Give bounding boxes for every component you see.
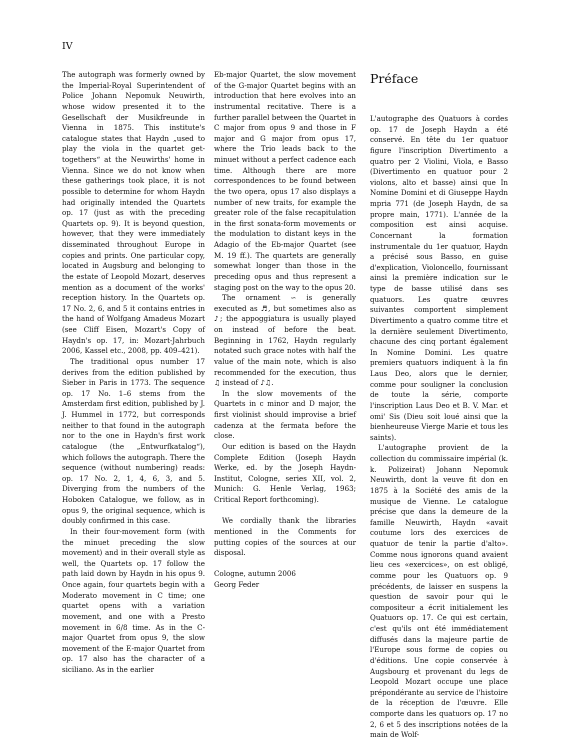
preface-english-column-2 xyxy=(214,70,356,591)
paragraph-movement-form: In their four-movement form (with the minuet preceding the slow movement) and in their overall style as well, the Quartets op. 17 follow the path laid down by Haydn in his opus 9. Once again, four quartets begin with a Moderato movement in C time; one quartet opens with a variation movement, and one with a Presto movement in 6/8 time. As in the C-major Quartet from opus 9, the slow movement of the E-major Quartet from op. 17 also has the character of a siciliano. As in the earlier xyxy=(62,526,205,674)
place-date: Cologne, autumn 2006 xyxy=(214,569,296,579)
preface-english-column-1 xyxy=(62,70,205,676)
preface-heading: Préface xyxy=(370,71,419,86)
paragraph-edition: Our edition is based on the Haydn Complete Edition (Joseph Haydn Werke, ed. by the Joseph Haydn-Institut, Cologne, series XII, vol. 2, Munich: G. Henle Verlag, 1963; Critical Report forthcoming). xyxy=(214,441,356,504)
paragraph-autograph: The autograph was formerly owned by the Imperial-Royal Superintendent of Police Johann Nepomuk Neuwirth, whose widow presented it to the Gesellschaft der Musikfreunde in Vienna in 1875. This institute's catalogue states that Haydn „used to play the viola in the quartet get-togethers“ at the Neuwirths' home in Vienna. Since we do not know when these gatherings took place, it is not possible to determine for whom Haydn had originally intended the Quartets op. 17 (just as with the preceding Quartets op. 9). It is beyond question, however, that they were immediately disseminated throughout Europe in copies and prints. One particular copy, located in Augsburg and belonging to the estate of Leopold Mozart, deserves mention as a document of the works' reception history. In the Quartets op. 17 No. 2, 6, and 5 it contains entries in the hand of Wolfgang Amadeus Mozart (see Cliff Eisen, Mozart's Copy of Haydn's op. 17, in: Mozart-Jahrbuch 2006, Kassel etc., 2008, pp. 409–421). xyxy=(62,70,205,356)
paragraph-opus-number: The traditional opus number 17 derives from the edition published by Sieber in Paris in 1773. The sequence op. 17 No. 1–6 stems from the Amsterdam first edition, published by J. J. Hummel in 1772, but corresponds neither to that found in the autograph nor to the one in Haydn's first work catalogue (the „Entwurfkatalog“), which follows the autograph. There the sequence (without numbering) reads: op. 17 No. 2, 1, 4, 6, 3, and 5. Diverging from the numbers of the Hoboken Catalogue, we follow, as in opus 9, the original sequence, which is doubly confirmed in this case. xyxy=(62,356,205,526)
paragraph-slow-movement: Eb-major Quartet, the slow movement of the G-major Quartet begins with an introduction that here evolves into an instrumental recitative. There is a further parallel between the Quartet in C major from opus 9 and those in F major and G major from opus 17, where the Trio leads back to the minuet without a perfect cadence each time. Although there are more correspondences to be found between the two opera, opus 17 also displays a number of new traits, for example the greater role of the false recapitulation in the first sonata-form movements or the modulation to distant keys in the Adagio of the Eb-major Quartet (see M. 19 ff.). The quartets are generally somewhat longer than those in the preceding opus and thus represent a staging post on the way to the opus 20. xyxy=(214,70,356,292)
paragraph-cadenza: In the slow movements of the Quartets in c minor and D major, the first violinist should improvise a brief cadenza at the fermata before the close. xyxy=(214,388,356,441)
paragraph-thanks: We cordially thank the libraries mentioned in the Comments for putting copies of the sources at our disposal. xyxy=(214,516,356,558)
paragraphe-autographe: L'autographe des Quatuors à cordes op. 17 de Joseph Haydn a été conservé. En tête du 1er quatuor figure l'inscription Divertimento a quatro per 2 Violini, Viola, e Basso (Divertimento en quatuor pour 2 violons, alto et basse) ainsi que In Nomine Domini et di Giuseppe Haydn mpria 771 (de Joseph Haydn, de sa propre main, 1771). L'année de la composition est ainsi acquise. Concernant la formation instrumentale du 1er quatuor, Haydn a précisé sous Basso, en guise d'explication, Violoncello, fournissant ainsi la première indication sur le type de basse utilisé dans ses quatuors. Les quatre œuvres suivantes comportent simplement Divertimento a quatro comme titre et la dernière seulement Divertimento, chacune des cinq portant également In Nomine Domini. Les quatre premiers quatuors indiquent à la fin Laus Deo, alors que le dernier, comme pour souligner la conclusion de toute la série, comporte l'inscription Laus Deo et B. V. Mar. et omi' Sis (Dieu soit loué ainsi que la bienheureuse Vierge Marie et tous les saints). xyxy=(370,114,508,442)
paragraph-ornament: The ornament ∽ is generally executed as ♬, but sometimes also as ♪; the appoggiatura is usually played on instead of before the beat. Beginning in 1762, Haydn regularly notated such grace notes with half the value of the main note, which is also recommended for the execution, thus ♫ instead of ♪♫. xyxy=(214,293,356,388)
paragraphe-collection: L'autographe provient de la collection du commissaire impérial (k. k. Polizeirat) Johann Nepomuk Neuwirth, dont la veuve fit don en 1875 à la Société des amis de la musique de Vienne. Le catalogue précise que dans la demeure de la famille Neuwirth, Haydn «avait coutume lors des exercices de quatuor de tenir la partie d'alto». Comme nous ignorons quand avaient lieu ces «exercices», on est obligé, comme pour les Quatuors op. 9 précédents, de laisser en suspens la question de savoir pour qui le compositeur a écrit initialement les Quatuors op. 17. Ce qui est certain, c'est qu'ils ont été immédiatement diffusés dans la majeure partie de l'Europe sous forme de copies ou d'éditions. Une copie conservée à Augsbourg et provenant du legs de Leopold Mozart occupe une place prépondérante au service de l'histoire de la réception de l'œuvre. Elle comporte dans les quatuors op. 17 no 2, 6 et 5 des inscriptions notées de la main de Wolf- xyxy=(370,443,508,740)
preface-french-column xyxy=(370,71,508,741)
page-number: IV xyxy=(62,41,73,52)
author-name: Georg Feder xyxy=(214,580,260,589)
